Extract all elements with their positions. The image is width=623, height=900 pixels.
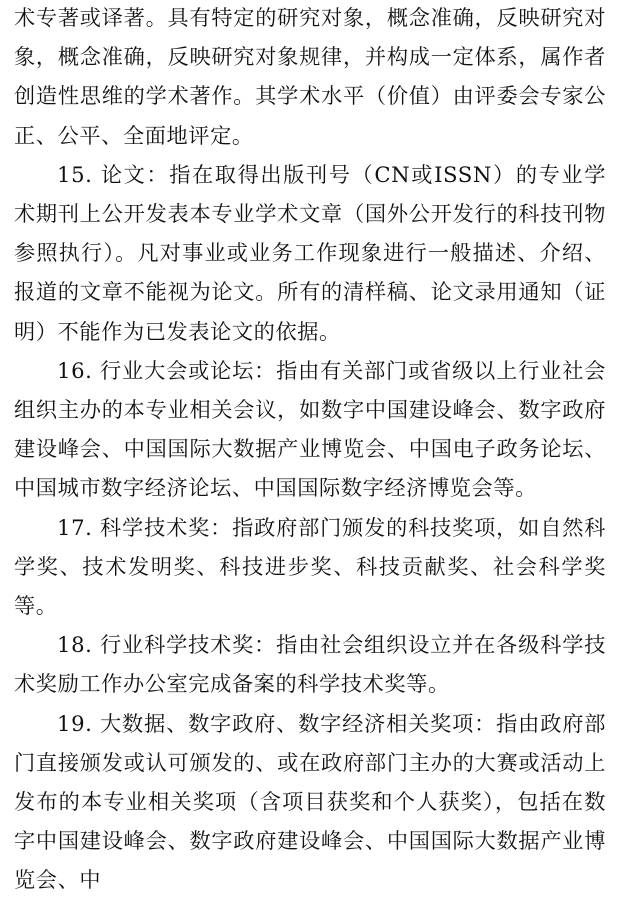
paragraph-item-19-related-awards: 19. 大数据、数字政府、数字经济相关奖项：指由政府部门直接颁发或认可颁发的、或在政府部门主办的大赛或活动上发布的本专业相关奖项（含项目获奖和个人获奖），包括在数字中国建设峰会、数字政府建设峰会、中国国际大数据产业博览会、中 — [14, 710, 606, 893]
paragraph-item-18-industry-awards: 18. 行业科学技术奖：指由社会组织设立并在各级科学技术奖励工作办公室完成备案的科学技术奖等。 — [14, 632, 606, 697]
paragraph-item-15-papers: 15. 论文：指在取得出版刊号（CN或ISSN）的专业学术期刊上公开发表本专业学术文章（国外公开发行的科技刊物参照执行）。凡对事业或业务工作现象进行一般描述、介绍、报道的文章不能视为论文。所有的清样稿、论文录用通知（证明）不能作为已发表论文的依据。 — [14, 161, 606, 344]
paragraph-item-17-science-awards: 17. 科学技术奖：指政府部门颁发的科技奖项，如自然科学奖、技术发明奖、科技进步奖、科技贡献奖、社会科学奖等。 — [14, 514, 606, 619]
paragraph-item-16-conferences: 16. 行业大会或论坛：指由有关部门或省级以上行业社会组织主办的本专业相关会议，如数字中国建设峰会、数字政府建设峰会、中国国际大数据产业博览会、中国电子政务论坛、中国城市数字经济论坛、中国国际数字经济博览会等。 — [14, 357, 606, 501]
document-page — [14, 0, 606, 900]
paragraph-continuation: 术专著或译著。具有特定的研究对象，概念准确，反映研究对象，概念准确，反映研究对象规律，并构成一定体系，属作者创造性思维的学术著作。其学术水平（价值）由评委会专家公正、公平、全面地评定。 — [14, 5, 606, 148]
